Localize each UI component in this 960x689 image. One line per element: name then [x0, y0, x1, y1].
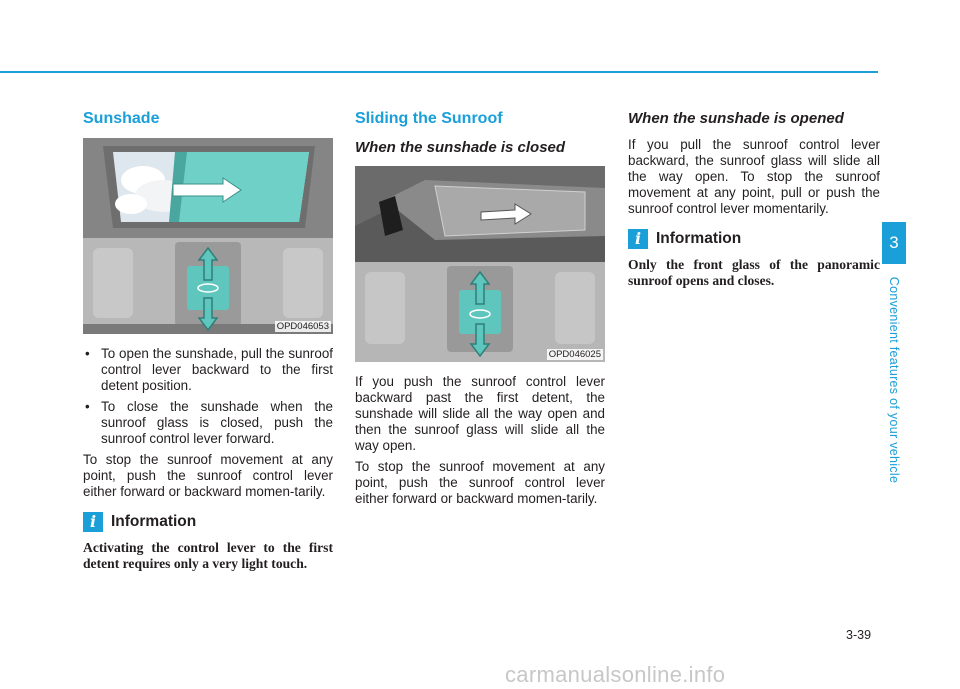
chapter-tab: 3 [882, 222, 906, 264]
section-heading-sunshade: Sunshade [83, 110, 160, 127]
paragraph: If you push the sunroof control lever backward past the first detent, the sunshade will slide all the way open and then the sunroof glass will slide all the way open. [355, 374, 605, 453]
sunroof-illustration [355, 166, 605, 362]
chapter-label: Convenient features of your vehicle [887, 276, 901, 484]
column-sunshade-opened [628, 108, 880, 289]
figure-sliding-sunroof [355, 166, 605, 362]
figure-sunshade [83, 138, 333, 334]
bullet-item: • To close the sunshade when the sunroof glass is closed, push the sunroof control lever forward. [85, 399, 333, 446]
watermark: carmanualsonline.info [505, 662, 726, 687]
info-header [628, 229, 880, 249]
top-rule [0, 71, 878, 73]
paragraph: If you pull the sunroof control lever backward, the sunroof glass will slide all the way open. To stop the sunroof movement at any point, pull or push the sunroof control lever momentarily. [628, 137, 880, 216]
info-text: Only the front glass of the panoramic sunroof opens and closes. [628, 257, 880, 288]
info-text: Activating the control lever to the first detent requires only a very light touch. [83, 540, 333, 571]
section-heading-sliding: Sliding the Sunroof [355, 110, 503, 127]
info-header [83, 512, 333, 532]
paragraph: To stop the sunroof movement at any point, push the sunroof control lever either forward or backward momen-tarily. [355, 459, 605, 506]
paragraph: To stop the sunroof movement at any point, push the sunroof control lever either forward or backward momen-tarily. [83, 452, 333, 499]
info-icon: i [83, 512, 103, 532]
info-title: Information [656, 230, 742, 247]
figure-code: OPD046053 [276, 321, 329, 332]
sunshade-illustration [83, 138, 333, 334]
info-icon: i [628, 229, 648, 249]
column-sliding-sunroof [355, 108, 605, 512]
page-number: 3-39 [846, 628, 872, 642]
subheading-closed: When the sunshade is closed [355, 139, 566, 156]
bullet-item: • To open the sunshade, pull the sunroof control lever backward to the first detent position. [85, 346, 333, 393]
column-sunshade [83, 108, 333, 572]
info-title: Information [111, 513, 197, 530]
figure-code: OPD046025 [548, 349, 601, 360]
subheading-opened: When the sunshade is opened [628, 110, 844, 127]
